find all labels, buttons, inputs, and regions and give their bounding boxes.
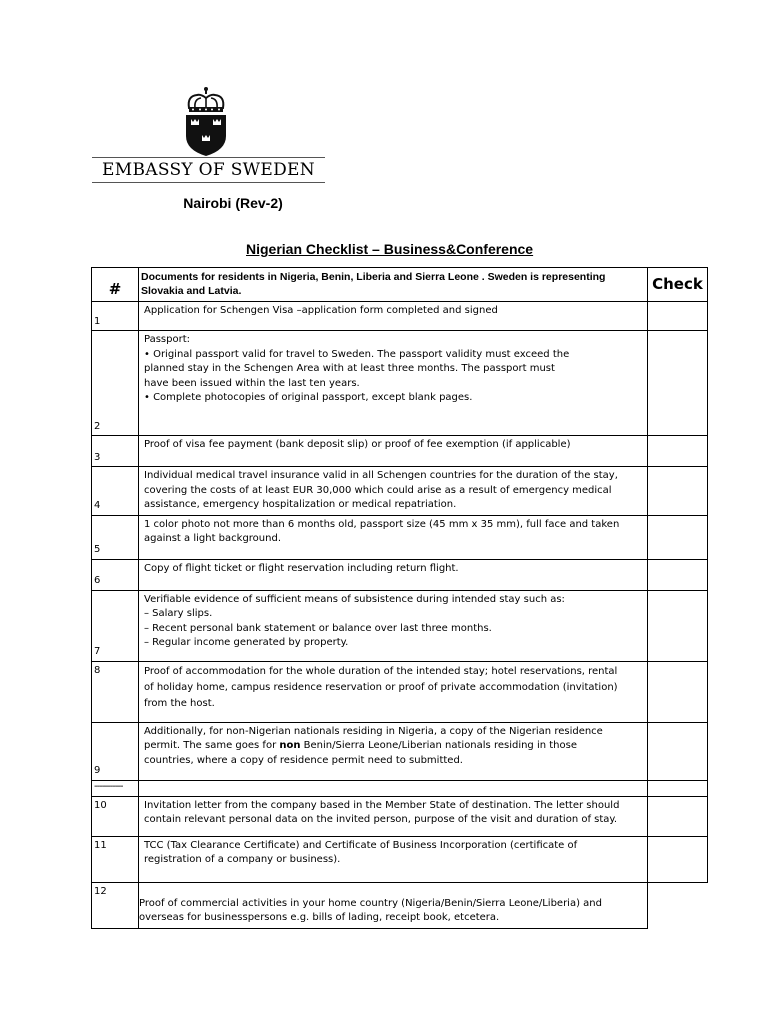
row-text: Invitation letter from the company based in the Member State of destination. The letter should: [144, 799, 620, 811]
row-text: Verifiable evidence of sufficient means of subsistence during intended stay such as:: [144, 593, 565, 605]
check-cell[interactable]: [648, 796, 708, 836]
header-number: #: [92, 268, 139, 302]
row-text: covering the costs of at least EUR 30,000 which could arise as a result of emergency medical: [144, 484, 612, 496]
table-row: [92, 467, 708, 516]
row-number: 3: [94, 451, 101, 463]
row-number: 4: [94, 500, 101, 511]
header-documents: Documents for residents in Nigeria, Benin, Liberia and Sierra Leone . Sweden is representing Slovakia and Latvia.: [139, 268, 648, 302]
row-text: Additionally, for non-Nigerian nationals residing in Nigeria, a copy of the Nigerian residence: [144, 725, 603, 737]
row-text: assistance, emergency hospitalization or medical repatriation.: [144, 499, 457, 510]
check-cell[interactable]: [648, 722, 708, 780]
row-text: – Salary slips.: [144, 608, 213, 619]
row-text: • Original passport valid for travel to Sweden. The passport validity must exceed the: [144, 348, 570, 360]
check-cell[interactable]: [648, 780, 708, 796]
row-text: – Recent personal bank statement or balance over last three months.: [144, 622, 492, 634]
row-text: countries, where a copy of residence permit need to submitted.: [144, 754, 463, 766]
header-check: Check: [648, 268, 708, 302]
row-text: • Complete photocopies of original passport, except blank pages.: [144, 392, 473, 403]
letterhead-rule-top: [92, 157, 325, 158]
row-text: permit. The same goes for non Benin/Sierra Leone/Liberian nationals residing in those: [144, 740, 577, 751]
row-number: 5: [94, 544, 101, 555]
table-row: [92, 515, 708, 559]
table-row: [92, 590, 708, 661]
check-cell[interactable]: [648, 467, 708, 516]
check-cell[interactable]: [648, 436, 708, 467]
table-row: [92, 302, 708, 331]
table-header-row: [92, 268, 708, 302]
check-cell[interactable]: [648, 559, 708, 590]
row-text: Copy of flight ticket or flight reservation including return flight.: [144, 562, 459, 574]
table-row: [92, 436, 708, 467]
swedish-crest-icon: [181, 86, 231, 156]
row-text: planned stay in the Schengen Area with at least three months. The passport must: [144, 363, 555, 374]
row-text: Individual medical travel insurance valid in all Schengen countries for the duration of the stay,: [144, 470, 618, 481]
checklist-table: [91, 267, 708, 929]
table-row: [92, 559, 708, 590]
row-number: 11: [94, 839, 107, 851]
table-row: [92, 796, 708, 836]
row-text: of holiday home, campus residence reservation or proof of private accommodation (invitation): [144, 681, 618, 693]
row-number: 2: [94, 420, 101, 432]
check-cell[interactable]: [648, 590, 708, 661]
check-cell[interactable]: [648, 836, 708, 882]
row-text: contain relevant personal data on the invited person, purpose of the visit and duration of stay.: [144, 814, 618, 825]
row-text: have been issued within the last ten years.: [144, 377, 360, 389]
row-text: overseas for businesspersons e.g. bills of lading, receipt book, etcetera.: [139, 912, 500, 923]
table-row: [92, 836, 708, 882]
row-number: 10: [94, 799, 107, 811]
embassy-name: EMBASSY OF SWEDEN: [102, 160, 315, 180]
table-row: [92, 780, 708, 796]
office-location: Nairobi (Rev-2): [183, 195, 283, 211]
row-number: 8: [94, 664, 101, 676]
row-number: 12: [94, 885, 107, 897]
check-cell[interactable]: [648, 515, 708, 559]
row-text: Proof of accommodation for the whole duration of the intended stay; hotel reservations, rental: [144, 665, 618, 677]
row-text: from the host.: [144, 697, 215, 709]
check-cell[interactable]: [648, 302, 708, 331]
check-cell[interactable]: [648, 661, 708, 722]
table-row: [92, 882, 708, 928]
row-text: 1 color photo not more than 6 months old, passport size (45 mm x 35 mm), full face and taken: [144, 518, 620, 530]
row-text: Application for Schengen Visa –application form completed and signed: [144, 305, 498, 316]
row-text: Proof of commercial activities in your home country (Nigeria/Benin/Sierra Leone/Liberia) and: [139, 897, 602, 909]
letterhead-rule-bottom: [92, 182, 325, 183]
row-text: TCC (Tax Clearance Certificate) and Certificate of Business Incorporation (certificate of: [144, 839, 578, 851]
row-number: 9: [94, 765, 101, 776]
row-number: 1: [94, 315, 101, 327]
row-text: Proof of visa fee payment (bank deposit slip) or proof of fee exemption (if applicable): [144, 439, 571, 450]
row-text: against a light background.: [144, 533, 282, 544]
checklist-title: Nigerian Checklist – Business&Conference: [246, 241, 534, 257]
row-text: – Regular income generated by property.: [144, 637, 349, 648]
check-cell: [648, 882, 708, 928]
table-row: [92, 722, 708, 780]
row-separator: -----------: [94, 781, 123, 792]
table-row: [92, 661, 708, 722]
row-number: 6: [94, 575, 101, 586]
table-row: [92, 331, 708, 436]
row-text: Passport:: [144, 334, 190, 345]
check-cell[interactable]: [648, 331, 708, 436]
row-text: registration of a company or business).: [144, 854, 341, 865]
row-number: 7: [94, 646, 101, 657]
